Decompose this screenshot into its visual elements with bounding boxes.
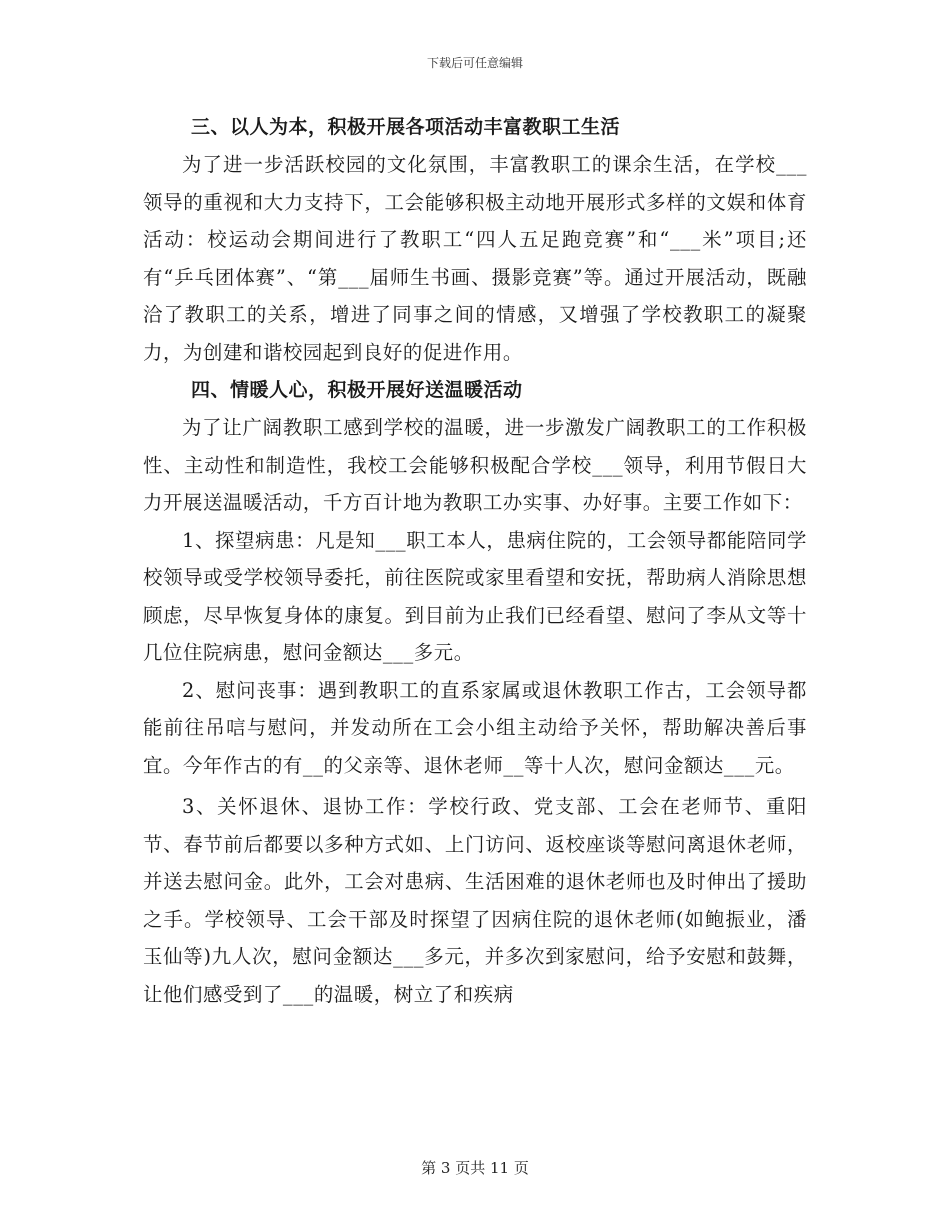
section-4-item-retirees: 3、关怀退休、退协工作：学校行政、党支部、工会在老师节、重阳节、春节前后都要以多种方式如、上门访问、返校座谈等慰问离退休老师，并送去慰问金。此外，工会对患病、生活困难的退休老师也及时伸出了援助之手。学校领导、工会干部及时探望了因病住院的退休老师(如鲍振业，潘玉仙等)九人次，慰问金额达___多元，并多次到家慰问，给予安慰和鼓舞，让他们感受到了___的温暖，树立了和疾病 [143, 795, 807, 1006]
section-3-paragraph: 为了进一步活跃校园的文化氛围，丰富教职工的课余生活，在学校___领导的重视和大力支持下，工会能够积极主动地开展形式多样的文娱和体育活动：校运动会期间进行了教职工“四人五足跑竞赛”和“___米”项目;还有“乒乓团体赛”、“第___届师生书画、摄影竞赛”等。通过开展活动，既融洽了教职工的关系，增进了同事之间的情感，又增强了学校教职工的凝聚力，为创建和谐校园起到良好的促进作用。 [143, 153, 807, 364]
section-4-heading: 四、情暖人心，积极开展好送温暖活动 [191, 379, 523, 401]
document-body [143, 108, 807, 1013]
section-4-intro: 为了让广阔教职工感到学校的温暖，进一步激发广阔教职工的工作积极性、主动性和制造性，我校工会能够积极配合学校___领导，利用节假日大力开展送温暖活动，千方百计地为教职工办实事、办好事。主要工作如下： [143, 416, 807, 514]
section-3-heading: 三、以人为本，积极开展各项活动丰富教职工生活 [191, 116, 621, 138]
page-header: 下载后可任意编辑 [426, 56, 523, 70]
section-4-item-condolence: 2、慰问丧事：遇到教职工的直系家属或退休教职工作古，工会领导都能前往吊唁与慰问，并发动所在工会小组主动给予关怀，帮助解决善后事宜。今年作古的有__的父亲等、退休老师__等十人次，慰问金额达___元。 [143, 678, 807, 777]
section-4-item-visit-patients: 1、探望病患：凡是知___职工本人，患病住院的，工会领导都能陪同学校领导或受学校领导委托，前往医院或家里看望和安抚，帮助病人消除思想顾虑，尽早恢复身体的康复。到目前为止我们已经看望、慰问了李从文等十几位住院病患，慰问金额达___多元。 [143, 528, 807, 664]
page-number: 第 3 页共 11 页 [421, 1159, 529, 1177]
